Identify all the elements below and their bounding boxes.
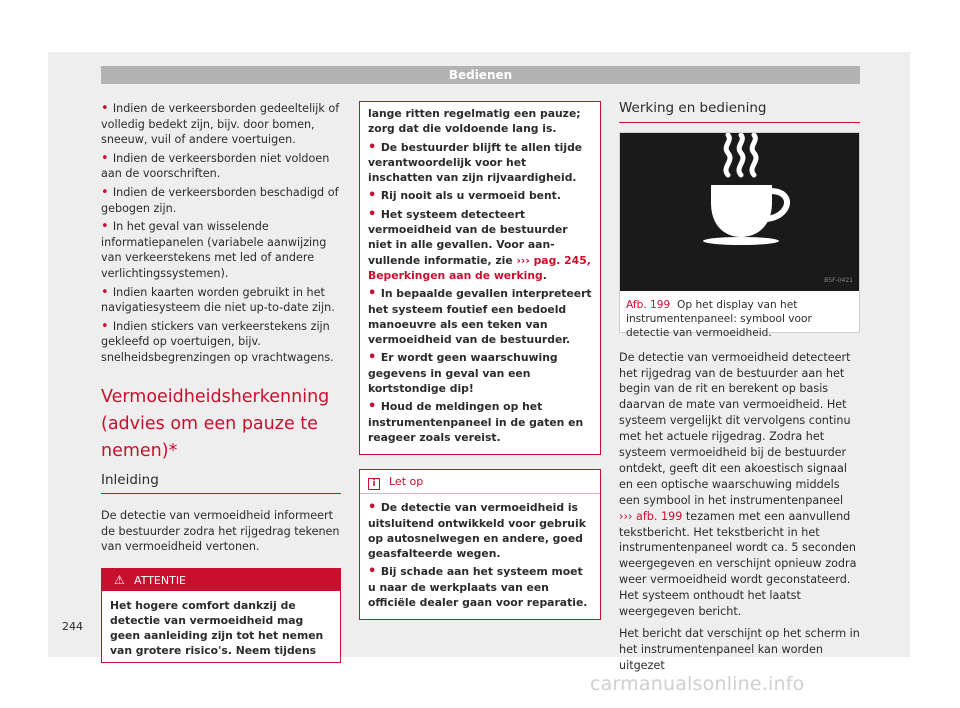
section-title: Vermoeidheidsherkenning (advies om een pauze te nemen)* [101, 386, 330, 461]
coffee-cup-icon [620, 133, 859, 291]
intro-paragraph: De detectie van vermoeidheid informeert de bestuurder zodra het rijgedrag tekenen van vermoeidheid vertonen. [101, 509, 340, 554]
figure-image [620, 133, 859, 291]
list-item: • In bepaalde gevallen interpreteert het systeem foutief een bedoeld manoeuvre als een teken van vermoeidheid van de bestuurder. [368, 286, 592, 347]
warning-box-continued: lange ritten regelmatig een pauze; zorg dat die voldoende lang is. • De bestuurder blijft te allen tijde verantwoordelijk voor het inschatten van zijn rijvaardigheid. • Rij nooit als u vermoeid bent. • Het systeem detecteert vermoeidheid van de bestuurder niet in alle gevallen. Voor aanvullende informatie, zie ››› pag. 245, Beperkingen aan de werking. • In bepaalde gevallen interpreteert het systeem foutief een bedoeld manoeuvre als een teken van vermoeidheid van de bestuurder. • Er wordt geen waarschuwing gegevens in geval van een kortstondige dip! • Houd de meldingen op het instrumentenpaneel in de gaten en reageer zoals vereist. [359, 101, 601, 455]
list-item: • Bij schade aan het systeem moet u naar de werkplaats van een officiële dealer gaan voor reparatie. [368, 564, 588, 610]
list-item: • In het geval van wisselende informatiepanelen (variabele aanwijzing van verkeerstekens met led of andere verlichtingssystemen). [101, 219, 327, 280]
list-item: • Indien de verkeersborden beschadigd of gebogen zijn. [101, 184, 339, 215]
bullet-dot-icon: • [101, 101, 113, 116]
figure-caption: Afb. 199 Op het display van het instrumentenpaneel: symbool voor detectie van vermoeidheid. [626, 298, 812, 339]
bullet-dot-icon: • [368, 564, 381, 580]
bullet-dot-icon: • [101, 318, 113, 334]
column-3 [619, 101, 860, 674]
figure-code: B5F-0421 [824, 277, 853, 284]
page-number: 244 [62, 620, 83, 633]
list-item: • De bestuurder blijft te allen tijde verantwoordelijk voor het inschatten van zijn rijvaardigheid. [368, 139, 583, 185]
column-1 [101, 101, 341, 663]
body-paragraph: De detectie van vermoeidheid detecteert het rijgedrag van de bestuurder aan het begin van de rit en berekent op basis daarvan de mate van vermoeidheid. Het systeem vergelijkt dit vervolgens continu met het actuele rijgedrag. Zodra het systeem vermoeidheid bij de bestuurder ontdekt, geeft dit een akoestisch signaal en een optische waarschuwing middels een symbool in het instrumentenpaneel ››› afb. 199 tezamen met een aanvullend tekstbericht. Het tekstbericht in het instrumentenpaneel wordt ca. 5 seconden weergegeven en verschijnt opnieuw zodra weer vermoeidheid wordt geconstateerd. Het systeem onthoudt het laatst weergegeven bericht. [619, 350, 857, 619]
warning-triangle-icon: ⚠ [114, 572, 125, 587]
bullet-dot-icon: • [368, 350, 381, 366]
chapter-header: Bedienen [101, 66, 860, 84]
list-item: • Indien de verkeersborden niet voldoen aan de voorschriften. [101, 150, 330, 181]
list-item: • Indien de verkeersborden gedeeltelijk of volledig bedekt zijn, bijv. door bomen, sneeuw, vuil of andere voertuigen. [101, 101, 340, 147]
cross-reference-link[interactable]: ››› pag. 245, Beperkingen aan de werking [368, 253, 591, 282]
list-item: • Het systeem detecteert vermoeidheid van de bestuurder niet in alle gevallen. Voor aanvullende informatie, zie ››› pag. 245, Beperkingen aan de werking. [368, 206, 591, 282]
bullet-dot-icon: • [101, 184, 113, 200]
body-paragraph: Het bericht dat verschijnt op het scherm in het instrumentenpaneel kan worden uitgezet [619, 627, 860, 672]
warning-header: ⚠ ATTENTIE [102, 569, 340, 591]
list-item: • Indien stickers van verkeerstekens zijn gekleefd op voertuigen, bijv. snelheidsbegrenzingen op vrachtwagens. [101, 318, 334, 364]
list-item: • Er wordt geen waarschuwing gegevens in geval van een kortstondige dip! [368, 350, 558, 396]
note-box [359, 469, 601, 620]
warning-text: Het hogere comfort dankzij de detectie van vermoeidheid mag geen aanleiding zijn tot het nemen van grotere risico's. Neem tijdens [110, 598, 324, 657]
bullet-dot-icon: • [101, 284, 113, 300]
bullet-dot-icon: • [368, 139, 381, 155]
note-header: i Let op [360, 470, 600, 494]
subsection-title: Inleiding [101, 473, 341, 495]
list-item: • Houd de meldingen op het instrumentenpaneel in de gaten en reageer zoals vereist. [368, 399, 584, 444]
figure [619, 132, 860, 339]
note-text [360, 494, 600, 619]
info-icon: i [368, 478, 380, 490]
bullet-dot-icon: • [101, 219, 113, 235]
subsection-title: Werking en bediening [619, 101, 860, 123]
column-2 [359, 101, 601, 620]
bullet-dot-icon: • [368, 500, 381, 516]
warning-box [101, 568, 341, 663]
bullet-dot-icon: • [368, 206, 381, 222]
list-item: • De detectie van vermoeidheid is uitsluitend ontwikkeld voor gebruik op autosnelwegen en andere, goed geasfalteerde wegen. [368, 500, 586, 561]
bullet-dot-icon: • [368, 286, 381, 302]
list-item: • Rij nooit als u vermoeid bent. [368, 188, 561, 204]
watermark: carmanualsonline.info [590, 673, 805, 695]
figure-reference-link[interactable]: ››› afb. 199 [619, 509, 683, 523]
list-item: • Indien kaarten worden gebruikt in het navigatiesysteem die niet up-to-date zijn. [101, 284, 335, 315]
bullet-dot-icon: • [101, 150, 113, 166]
bullet-dot-icon: • [368, 188, 381, 204]
bullet-dot-icon: • [368, 399, 381, 415]
